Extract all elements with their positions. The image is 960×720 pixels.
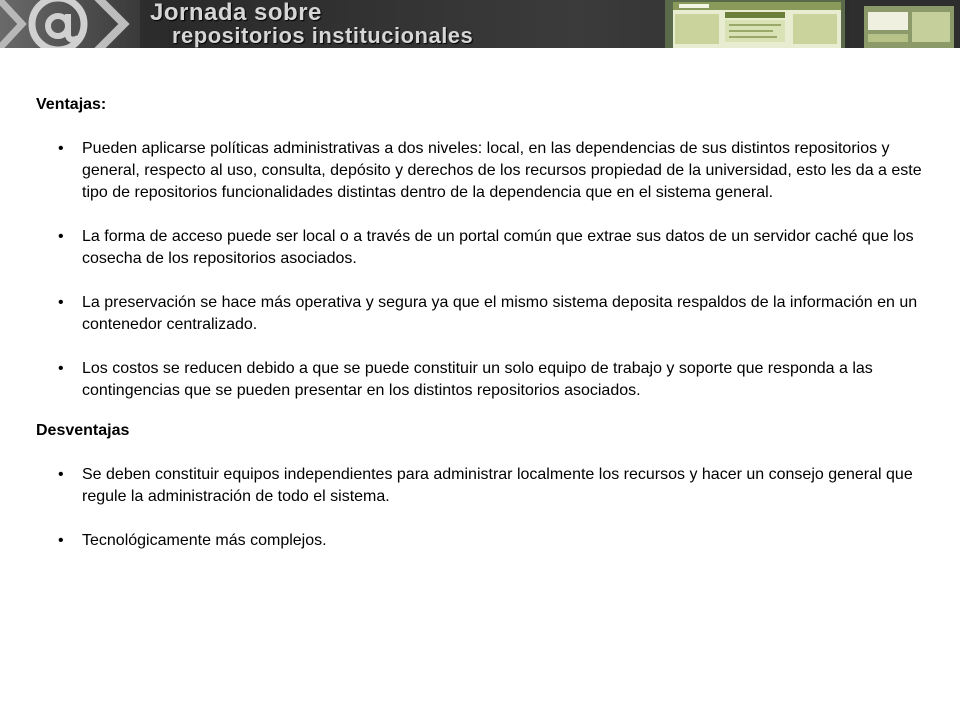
repository-screenshot-thumbnail	[665, 0, 845, 48]
banner-title	[150, 1, 473, 47]
slide-content	[36, 94, 941, 552]
advantage-text: Los costos se reducen debido a que se puede constituir un solo equipo de trabajo y soporte que responda a las contingencias que se pueden presentar en los distintos repositorios asociados.	[82, 360, 873, 399]
bullet-icon: •	[58, 294, 64, 311]
list-item	[36, 530, 941, 552]
bullet-icon: •	[58, 532, 64, 549]
list-item	[36, 358, 941, 402]
list-item	[36, 138, 941, 204]
bullet-icon: •	[58, 228, 64, 245]
header-banner	[0, 0, 960, 48]
banner-title-line1: Jornada sobre	[150, 0, 322, 26]
advantage-text: La forma de acceso puede ser local o a través de un portal común que extrae sus datos de un servidor caché que los cosecha de los repositorios asociados.	[82, 228, 914, 267]
disadvantages-list	[36, 464, 941, 552]
disadvantages-heading: Desventajas	[36, 422, 130, 439]
bullet-icon: •	[58, 466, 64, 483]
list-item	[36, 464, 941, 508]
disadvantage-text: Tecnológicamente más complejos.	[82, 532, 327, 549]
bullet-icon: •	[58, 360, 64, 377]
advantages-heading: Ventajas:	[36, 96, 107, 113]
bullet-icon: •	[58, 140, 64, 157]
advantage-text: Pueden aplicarse políticas administrativas a dos niveles: local, en las dependencias de sus distintos repositorios y general, respecto al uso, consulta, depósito y derechos de los recursos propiedad de la universidad, esto les da a este tipo de repositorios funcionalidades distintas dentro de la dependencia que en el sistema general.	[82, 140, 922, 201]
repository-screenshot-thumbnail-right	[850, 0, 960, 48]
banner-title-line2: repositorios institucionales	[172, 23, 474, 48]
advantage-text: La preservación se hace más operativa y segura ya que el mismo sistema deposita respaldos de la información en un contenedor centralizado.	[82, 294, 918, 333]
at-arrow-logo-icon	[0, 0, 140, 48]
advantages-list	[36, 138, 941, 402]
list-item	[36, 226, 941, 270]
list-item	[36, 292, 941, 336]
disadvantage-text: Se deben constituir equipos independientes para administrar localmente los recursos y hacer un consejo general que regule la administración de todo el sistema.	[82, 466, 913, 505]
